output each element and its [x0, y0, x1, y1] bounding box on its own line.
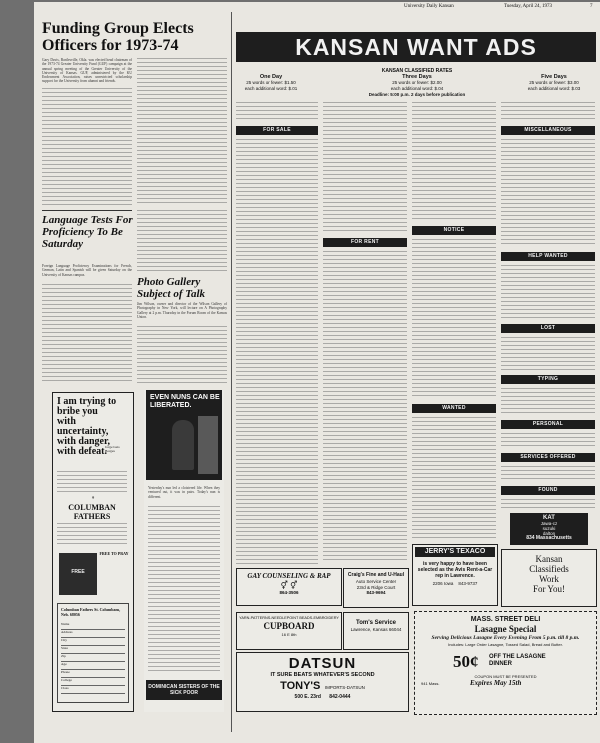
kc-line1: Kansan: [535, 554, 563, 564]
photo-headline: Photo Gallery Subject of Talk: [137, 276, 206, 300]
deli-includes: Includes: Large Order Lasagne, Tossed Salad, Bread and Butter.: [448, 642, 563, 647]
gay-counseling-ad: [236, 568, 342, 606]
masthead-paper: University Daily Kansan: [404, 4, 454, 9]
craigs-line2: 23rd & Ridge Court: [356, 584, 396, 590]
funding-lead: Gary Davis, Bartlesville, Okla. was elected head chairman of the 1973-74 Greater University Fund (GUF) campaign at the annual spring meeting of the Greater University of the University of Kansas. GUF, administered by the KU Endowment Association, raises unrestricted scholarship support for the University from alumni and friends.: [42, 58, 132, 84]
found-listings: [501, 499, 595, 509]
language-headline: Language Tests For Proficiency To Be Saturday: [42, 214, 133, 250]
toms-ad: [343, 612, 409, 650]
rate-five-days-line2: each additional word: $.03: [527, 86, 581, 91]
jerrys-phone: 843-9737: [458, 581, 478, 586]
rate-one-day-title: One Day: [259, 74, 283, 80]
kc-line4: For You!: [532, 584, 565, 594]
rate-three-days-line2: each additional word: $.04: [390, 86, 444, 91]
miscellaneous-listings: [501, 139, 595, 247]
tonys-address: 500 E. 23rd: [294, 694, 321, 700]
nuns-headline: EVEN NUNS CAN BE LIBERATED.: [150, 394, 220, 409]
for-rent-listings: [323, 251, 407, 563]
wanted-listings: [412, 417, 496, 539]
funding-body-right: [137, 58, 227, 206]
deli-expires: Expires May 15th: [470, 679, 522, 687]
deli-address: 941 Mass.: [421, 681, 440, 686]
personal-listings: [501, 433, 595, 449]
section-services-offered: SERVICES OFFERED: [501, 453, 595, 462]
deli-discount-row: [415, 650, 596, 674]
nuns-body-copy: [148, 506, 220, 674]
coupon-field[interactable]: State: [61, 646, 125, 654]
section-for-sale: FOR SALE: [236, 126, 318, 135]
craigs-title: Craig's Fine and U-Haul: [347, 572, 405, 578]
kat-line4: dalton: [542, 531, 556, 536]
column-divider: [231, 12, 232, 732]
kc-line3: Work: [539, 574, 559, 584]
section-miscellaneous: MISCELLANEOUS: [501, 126, 595, 135]
nuns-body: Yesterday's nun led a cloistered life. When they ventured out, it was in pairs. Today's nun is different.: [148, 486, 220, 499]
deli-coupon-note: COUPON MUST BE PRESENTED: [474, 674, 537, 679]
tonys-sub: IMPORTS-DATSUN: [324, 685, 365, 690]
lost-listings: [501, 337, 595, 371]
toms-title: Tom's Service: [355, 620, 396, 626]
coupon-field[interactable]: Name: [61, 622, 125, 630]
section-found: FOUND: [501, 486, 595, 495]
yarn-name: CUPBOARD: [263, 621, 315, 631]
kansan-classifieds-ad: [501, 549, 597, 607]
tonys-line: [237, 679, 408, 694]
gay-phone: 864-3506: [279, 590, 299, 595]
yarn-ad: [236, 612, 342, 650]
window-shape: [198, 416, 218, 474]
gender-symbols-icon: ⚥ ⚥: [280, 581, 298, 590]
tonys-phone: 842-0444: [329, 694, 351, 700]
nun-silhouette: [172, 420, 194, 470]
columban-offer: FREE TO PRAY: [99, 551, 129, 556]
coupon-fields: [61, 622, 125, 694]
coupon-field[interactable]: City: [61, 638, 125, 646]
classified-intro: [236, 102, 318, 122]
deli-footer: [415, 679, 596, 689]
kc-line2: Classifieds: [529, 564, 569, 574]
help-wanted-listings: [501, 265, 595, 319]
section-lost: LOST: [501, 324, 595, 333]
booklet-label: FREE: [71, 569, 85, 575]
coupon-field[interactable]: Phone: [61, 670, 125, 678]
typing-listings: [501, 388, 595, 416]
rate-one-day-line1: 25 words or fewer: $1.50: [246, 80, 296, 85]
section-for-rent: FOR RENT: [323, 238, 407, 247]
gay-title: GAY COUNSELING & RAP: [247, 572, 331, 580]
section-notice: NOTICE: [412, 226, 496, 235]
column2-listings: [323, 102, 407, 234]
columban-body: [57, 471, 127, 493]
coupon-field[interactable]: Age: [61, 662, 125, 670]
kat-line2: Jawa-cz: [540, 521, 558, 526]
funding-body-continued: [137, 210, 227, 272]
section-personal: PERSONAL: [501, 420, 595, 429]
yarn-address: 16 E 8th: [281, 632, 297, 637]
jerrys-address: 2206 Iowa: [432, 581, 454, 586]
columban-attribution: Jorge Luis Borges: [105, 445, 120, 453]
rate-three-days-line1: 25 words or fewer: $2.00: [392, 80, 442, 85]
nuns-photo: [146, 390, 222, 480]
rate-one-day: [236, 74, 306, 92]
craigs-ad: [343, 568, 409, 608]
coupon-field[interactable]: Class: [61, 686, 125, 694]
kat-address: 834 Massachusetts: [526, 535, 572, 541]
section-typing: TYPING: [501, 375, 595, 384]
photo-body: [137, 326, 227, 386]
deli-subtitle: Lasagne Special: [474, 624, 537, 634]
columban-coupon[interactable]: [57, 603, 129, 703]
kat-line3: suzuki: [542, 526, 556, 531]
deli-discount: 50¢: [453, 652, 479, 671]
chi-rho-icon: ✝: [91, 495, 95, 500]
columban-name: COLUMBAN FATHERS: [68, 503, 116, 521]
newspaper-page: [34, 2, 600, 743]
rate-three-days: [352, 68, 482, 98]
jerrys-title: JERRY'S TEXACO: [415, 547, 495, 557]
want-ads-title: KANSAN WANT ADS: [236, 32, 596, 62]
language-lead: Foreign Language Proficiency Examinations for French, German, Latin and Spanish will be given Saturday on the University of Kansas campus.: [42, 264, 132, 277]
rate-one-day-line2: each additional word: $.01: [244, 86, 298, 91]
photo-lead: Jim Wilson, owner and director of the Wilson Gallery of Photography in New York, will lecture on A Photography Gallery at 2 p.m. Thursday in the Forum Room of the Kansas Union.: [137, 302, 227, 319]
column4-top-listings: [501, 102, 595, 122]
language-body: [42, 284, 132, 384]
coupon-field[interactable]: Zip: [61, 654, 125, 662]
craigs-phone: 843-9694: [366, 590, 386, 595]
rate-five-days-line1: 25 words or fewer: $3.00: [529, 80, 579, 85]
jerrys-ad: [412, 544, 498, 606]
toms-city: Lawrence, Kansas 66044: [350, 627, 402, 632]
deli-discount-text: OFF THE LASAGNE DINNER: [489, 654, 546, 667]
yarn-title: YARN-PATTERNS-NEEDLEPOINT BEADS-EMBROIDERY: [239, 616, 339, 620]
tonys-contact: [237, 694, 408, 701]
coupon-title: Columban Fathers St. Columbans, Neb. 68056: [61, 607, 121, 617]
craigs-line1: Auto Service Center: [355, 579, 397, 584]
divider: [42, 210, 132, 211]
deli-title: MASS. STREET DELI: [470, 616, 541, 623]
nuns-ad: [144, 390, 224, 712]
rate-three-days-title: Three Days: [402, 74, 432, 80]
masthead-date: Tuesday, April 24, 1973: [504, 4, 552, 9]
notice-listings: [412, 239, 496, 399]
masthead-page-number: 7: [590, 4, 593, 9]
tonys-name: TONY'S: [280, 680, 321, 692]
funding-body-left: [42, 88, 132, 206]
rate-five-days: [514, 74, 594, 92]
booklet-image: [59, 553, 97, 595]
funding-headline: Funding Group Elects Officers for 1973-74: [42, 20, 194, 54]
jerrys-contact: [413, 581, 497, 586]
datsun-ad: [236, 652, 409, 712]
datsun-tagline: IT SURE BEATS WHATEVER'S SECOND: [270, 672, 375, 678]
kat-line1: KAT: [543, 515, 555, 521]
kat-ad: [510, 513, 588, 545]
rates-deadline: Deadline: 5:00 p.m. 2 days before publication: [368, 92, 466, 97]
datsun-title: DATSUN: [288, 655, 357, 672]
section-wanted: WANTED: [412, 404, 496, 413]
jerrys-body: is very happy to have been selected as the Avis Rent-a-Car rep in Lawrence.: [417, 561, 493, 579]
deli-tagline: Serving Delicious Lasagne Every Evening From 5 p.m. till 8 p.m.: [431, 635, 580, 641]
columban-body-2: [57, 523, 127, 547]
nuns-footer: DOMINICAN SISTERS OF THE SICK POOR: [146, 680, 222, 700]
coupon-field[interactable]: Address: [61, 630, 125, 638]
columban-headline: I am trying to bribe you with uncertainty, with danger, with defeat.: [57, 396, 117, 457]
column3-listings: [412, 102, 496, 222]
rates-title: KANSAN CLASSIFIED RATES: [381, 68, 453, 74]
deli-ad: [414, 611, 597, 715]
rate-five-days-title: Five Days: [541, 74, 567, 80]
columban-ad: [52, 392, 134, 712]
services-listings: [501, 466, 595, 482]
section-help-wanted: HELP WANTED: [501, 252, 595, 261]
for-sale-listings: [236, 139, 318, 564]
coupon-field[interactable]: College: [61, 678, 125, 686]
